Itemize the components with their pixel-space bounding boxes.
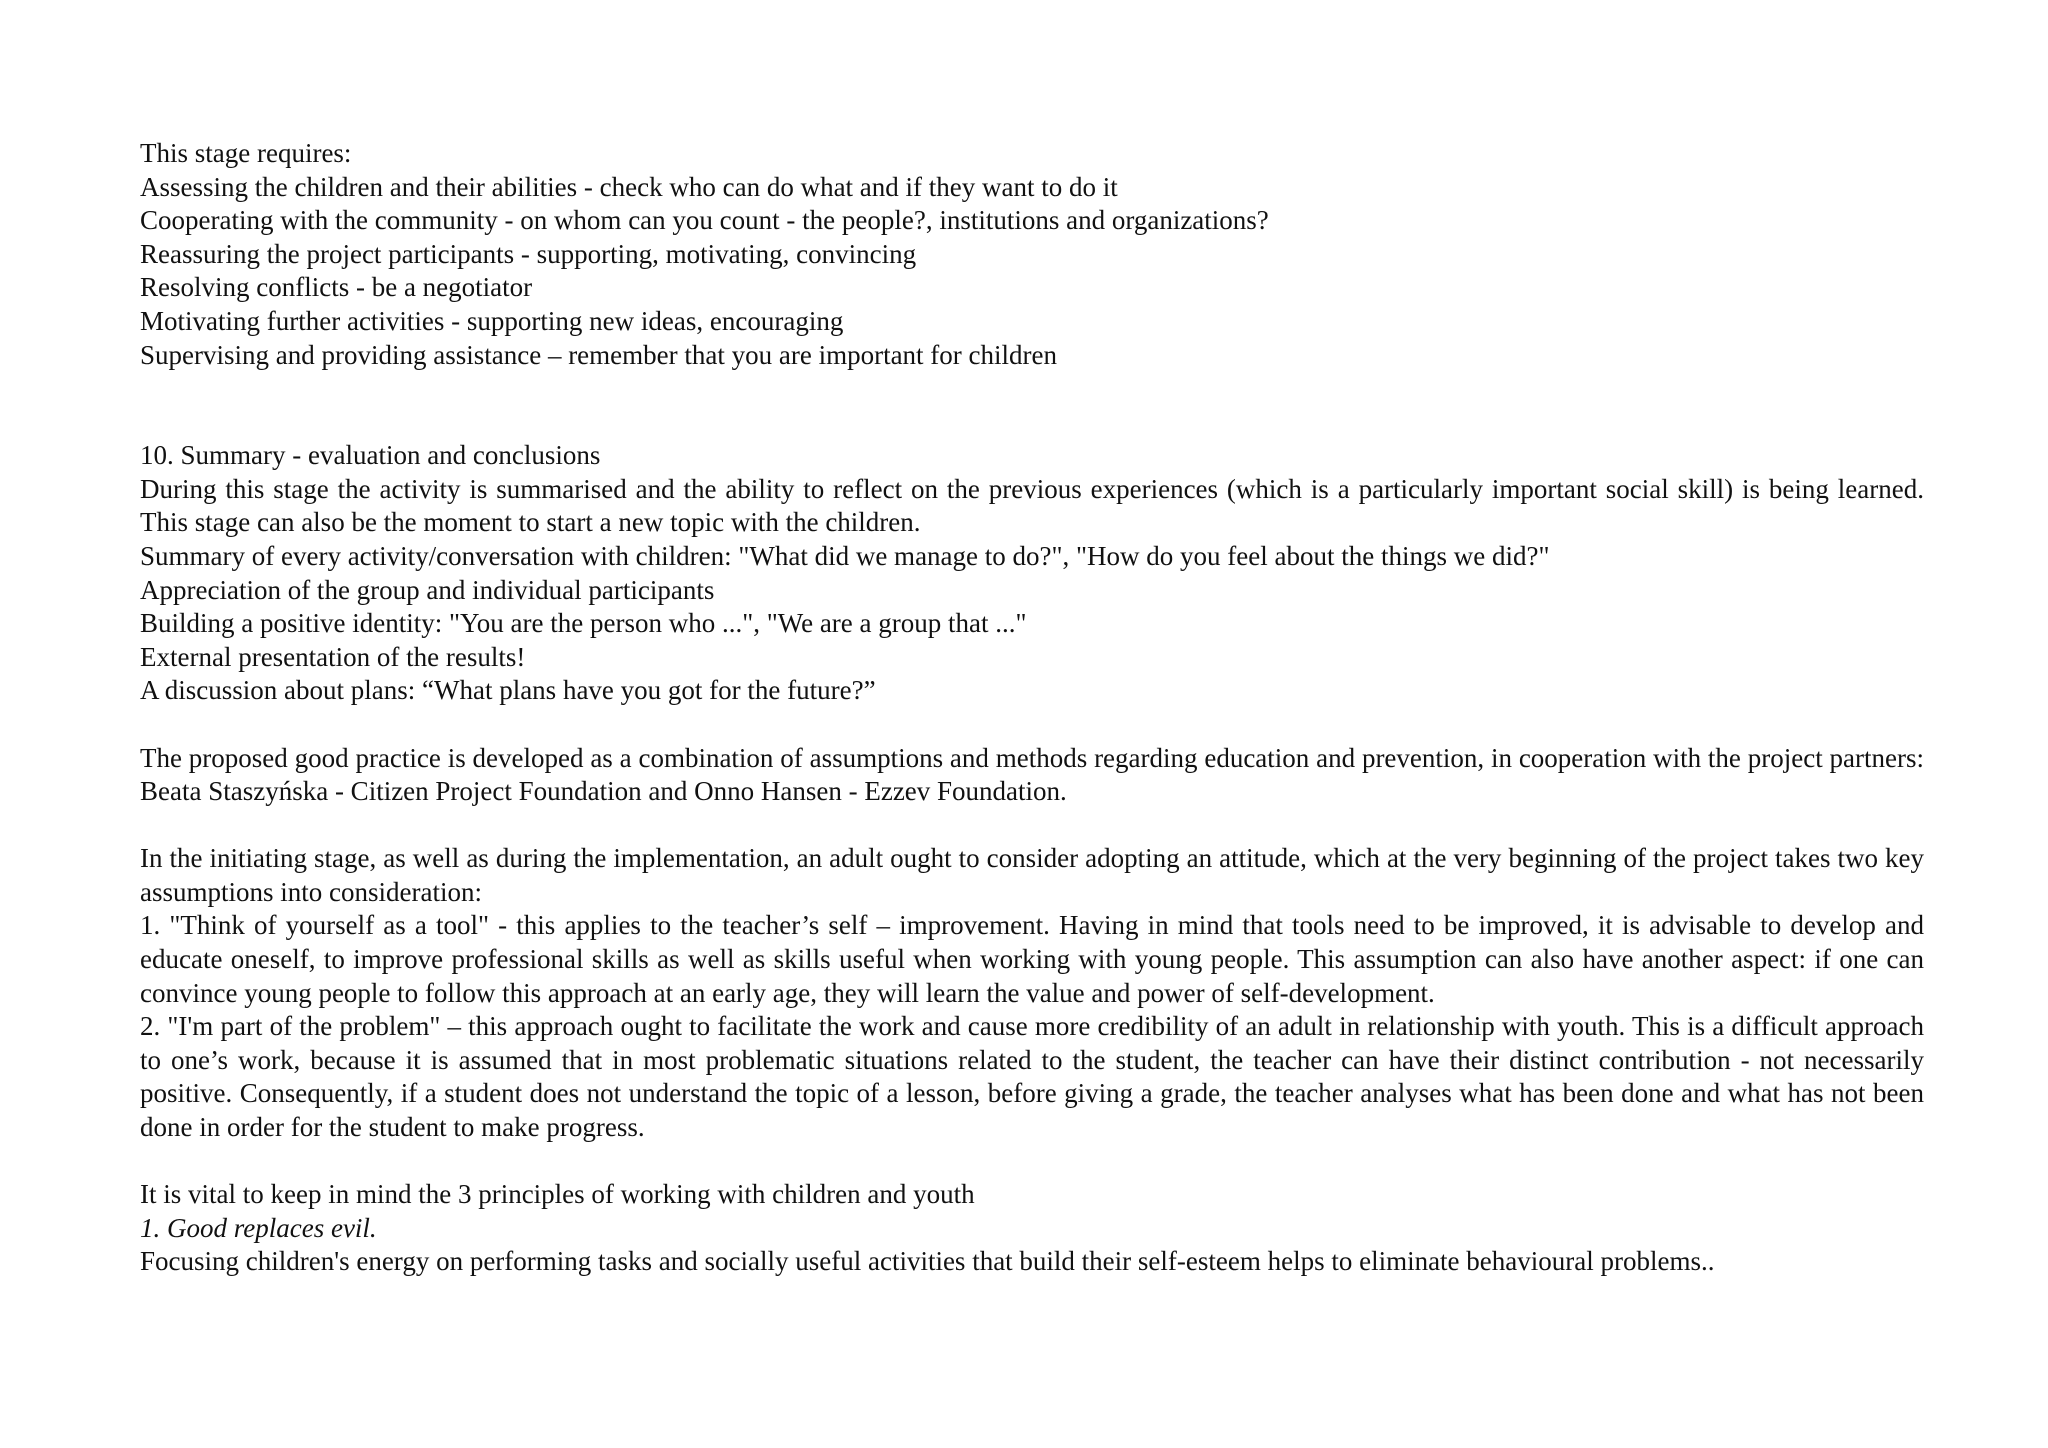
- spacer: [140, 708, 1924, 742]
- summary-item: Appreciation of the group and individual participants: [140, 574, 715, 605]
- initiating-paragraph: In the initiating stage, as well as during the implementation, an adult ought to consider adopting an attitude, which at the very beginning of the project takes two key assumptions into consideration:: [140, 843, 1924, 907]
- assumption-1-paragraph: 1. "Think of yourself as a tool" - this applies to the teacher’s self – improvement. Having in mind that tools need to be improved, it is advisable to develop and educate oneself, to improve professional skills as well as skills useful when working with young people. This assumption can also have another aspect: if one can convince young people to follow this approach at an early age, they will learn the value and power of self-development.: [140, 910, 1924, 1008]
- stage-requirement-item: Motivating further activities - supporting new ideas, encouraging: [140, 305, 844, 336]
- stage-requirements-section: [140, 137, 1924, 372]
- stage-requirement-item: Cooperating with the community - on whom can you count - the people?, institutions and organizations?: [140, 205, 1269, 236]
- summary-item: Building a positive identity: "You are the person who ...", "We are a group that ...": [140, 608, 1027, 639]
- summary-item: External presentation of the results!: [140, 641, 526, 672]
- stage-requirement-item: Resolving conflicts - be a negotiator: [140, 272, 533, 303]
- good-practice-paragraph: The proposed good practice is developed as a combination of assumptions and methods regarding education and prevention, in cooperation with the project partners: Beata Staszyńska - Citizen Project Foundation and Onno Hansen - Ezzev Foundation.: [140, 742, 1924, 807]
- summary-item: A discussion about plans: “What plans have you got for the future?”: [140, 675, 876, 706]
- summary-item: Summary of every activity/conversation with children: "What did we manage to do?", "How do you feel about the things we did?": [140, 540, 1550, 571]
- spacer: [140, 809, 1924, 843]
- principles-section: [140, 1178, 1924, 1279]
- summary-heading: 10. Summary - evaluation and conclusions: [140, 440, 601, 471]
- principle-1-title: 1. Good replaces evil.: [140, 1212, 377, 1243]
- document-page: [140, 137, 1924, 1279]
- principles-intro: It is vital to keep in mind the 3 principles of working with children and youth: [140, 1179, 975, 1210]
- stage-requirement-item: Reassuring the project participants - supporting, motivating, convincing: [140, 238, 917, 269]
- spacer: [140, 1145, 1924, 1179]
- assumption-2-paragraph: 2. "I'm part of the problem" – this approach ought to facilitate the work and cause more credibility of an adult in relationship with youth. This is a difficult approach to one’s work, because it is assumed that in most problematic situations related to the student, the teacher can have their distinct contribution - not necessarily positive. Consequently, if a student does not understand the topic of a lesson, before giving a grade, the teacher analyses what has been done and what has not been done in order for the student to make progress.: [140, 1011, 1924, 1143]
- spacer: [140, 372, 1924, 439]
- stage-requirement-item: Assessing the children and their abilities - check who can do what and if they want to do it: [140, 171, 1118, 202]
- initiating-section: [140, 842, 1924, 1144]
- principle-1-text: Focusing children's energy on performing tasks and socially useful activities that build their self-esteem helps to eliminate behavioural problems..: [140, 1246, 1715, 1277]
- stage-requirements-intro: This stage requires:: [140, 138, 352, 168]
- summary-paragraph: During this stage the activity is summarised and the ability to reflect on the previous experiences (which is a particularly important social skill) is being learned. This stage can also be the moment to start a new topic with the children.: [140, 473, 1924, 538]
- summary-section: [140, 439, 1924, 708]
- good-practice-section: [140, 742, 1924, 809]
- stage-requirement-item: Supervising and providing assistance – remember that you are important for children: [140, 339, 1057, 370]
